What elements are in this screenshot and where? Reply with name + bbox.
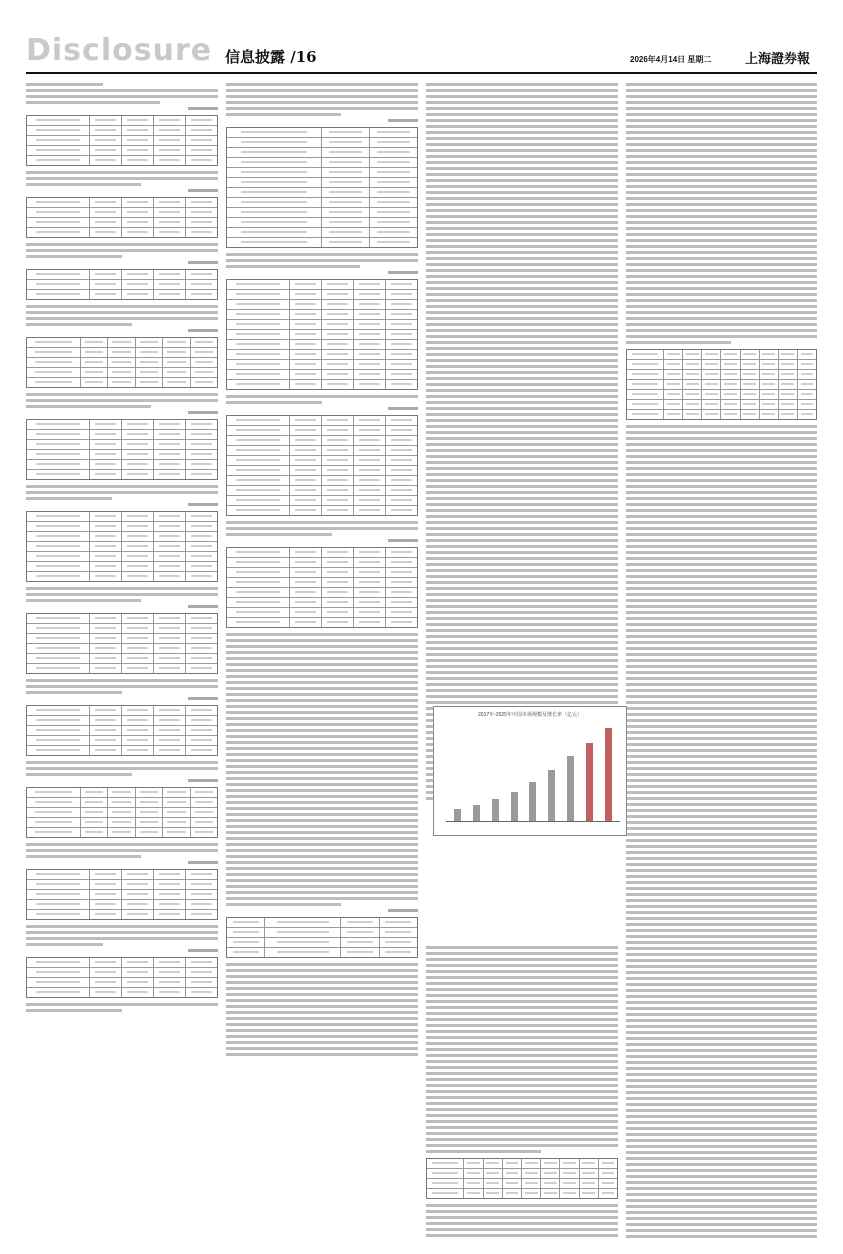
column-4 [626,80,817,1240]
publish-date: 2026年4月14日 星期二 [630,55,712,64]
chart-bar [454,809,461,821]
column-2 [226,80,418,1240]
table [626,349,817,420]
table [26,115,218,166]
table [26,511,218,582]
table [226,917,418,958]
chart-bar [473,805,480,821]
chart-bar [586,743,593,821]
page-header [0,0,843,72]
table [26,613,218,674]
table [226,415,418,516]
newspaper-name: 上海證券報 [745,52,811,67]
column-1 [26,80,218,1240]
table [26,869,218,920]
market-chart [433,706,627,836]
column-3 [426,80,618,1240]
table [26,787,218,838]
chart-bar [511,792,518,821]
table [226,547,418,628]
table [26,957,218,998]
chart-bar [605,728,612,821]
chart-bar [567,756,574,821]
chart-bars [448,723,618,821]
chart-caption: 2017年-2025年中国市场规模及增长率（亿元） [478,712,582,718]
table [26,197,218,238]
table [426,1158,618,1199]
table [26,269,218,300]
table [226,127,418,248]
table [226,279,418,390]
chart-bar [529,782,536,821]
section-title: 信息披露 /16 [225,48,317,66]
table [26,337,218,388]
disclosure-logo: Disclosure [26,33,213,68]
table [26,705,218,756]
chart-bar [492,799,499,821]
chart-axis [446,821,620,822]
table [26,419,218,480]
header-rule [26,72,817,74]
chart-bar [548,770,555,821]
